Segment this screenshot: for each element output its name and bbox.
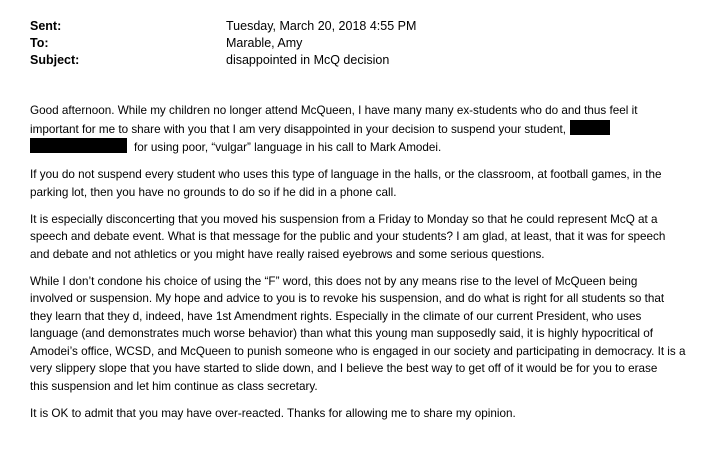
paragraph-5 — [30, 405, 718, 423]
to-value: Marable, Amy — [226, 36, 303, 50]
to-label: To: — [30, 36, 49, 50]
redaction-block — [30, 138, 127, 153]
body-line: It is OK to admit that you may have over-reacted. Thanks for allowing me to share my opinion. — [30, 406, 516, 420]
paragraph-4 — [30, 273, 718, 396]
paragraph-3 — [30, 211, 718, 264]
body-line: It is especially disconcerting that you moved his suspension from a Friday to Monday so that he could represent McQ at a — [30, 212, 658, 226]
subject-value: disappointed in McQ decision — [226, 53, 390, 67]
body-line-with-redaction — [30, 120, 718, 139]
subject-row — [30, 52, 416, 69]
body-line-with-redaction — [30, 138, 718, 157]
redaction-block — [570, 120, 610, 135]
body-line: language (and demonstrates much worse behavior) than what this young man supposedly said, it is highly hypocritical of — [30, 327, 654, 340]
body-text: important for me to share with you that I am very disappointed in your decision to suspend your student, — [30, 122, 566, 136]
body-line: Good afternoon. While my children no longer attend McQueen, I have many many ex-students who do and thus feel it — [30, 104, 638, 117]
email-header — [30, 18, 416, 69]
to-row — [30, 35, 416, 52]
body-line: very slippery slope that you have started to slide down, and I believe the best way to get off of it would be for you to erase — [30, 362, 658, 375]
paragraph-2 — [30, 166, 718, 201]
body-line: this suspension and let him continue as class secretary. — [30, 379, 318, 393]
sent-label: Sent: — [30, 19, 62, 33]
body-text: for using poor, “vulgar” language in his call to Mark Amodei. — [134, 141, 442, 154]
sent-value: Tuesday, March 20, 2018 4:55 PM — [226, 19, 417, 33]
body-line: While I don’t condone his choice of using the “F” word, this does not by any means rise to the level of McQueen being — [30, 274, 638, 288]
paragraph-1 — [30, 102, 718, 157]
body-line: they learn that they d, indeed, have 1st Amendment rights. Especially in the climate of our current President, who uses — [30, 309, 642, 323]
body-line: involved or suspension. My hope and advice to you is to revoke his suspension, and do what is right for all students so that — [30, 292, 665, 305]
body-line: Amodei’s office, WCSD, and McQueen to punish someone who is engaged in our society and participating in democracy. It is a — [30, 344, 686, 358]
sent-row — [30, 18, 416, 35]
email-body — [30, 102, 718, 432]
subject-label: Subject: — [30, 53, 80, 67]
body-line: If you do not suspend every student who uses this type of language in the halls, or the classroom, at football games, in the — [30, 168, 662, 181]
body-line: and debate and not athletics or you might have really raised eyebrows and some serious questions. — [30, 247, 545, 261]
body-line: speech and debate event. What is that message for the public and your students? I am glad, at least, that it was for speech — [30, 230, 666, 243]
body-line: parking lot, then you have no grounds to do so if he did in a phone call. — [30, 185, 397, 199]
